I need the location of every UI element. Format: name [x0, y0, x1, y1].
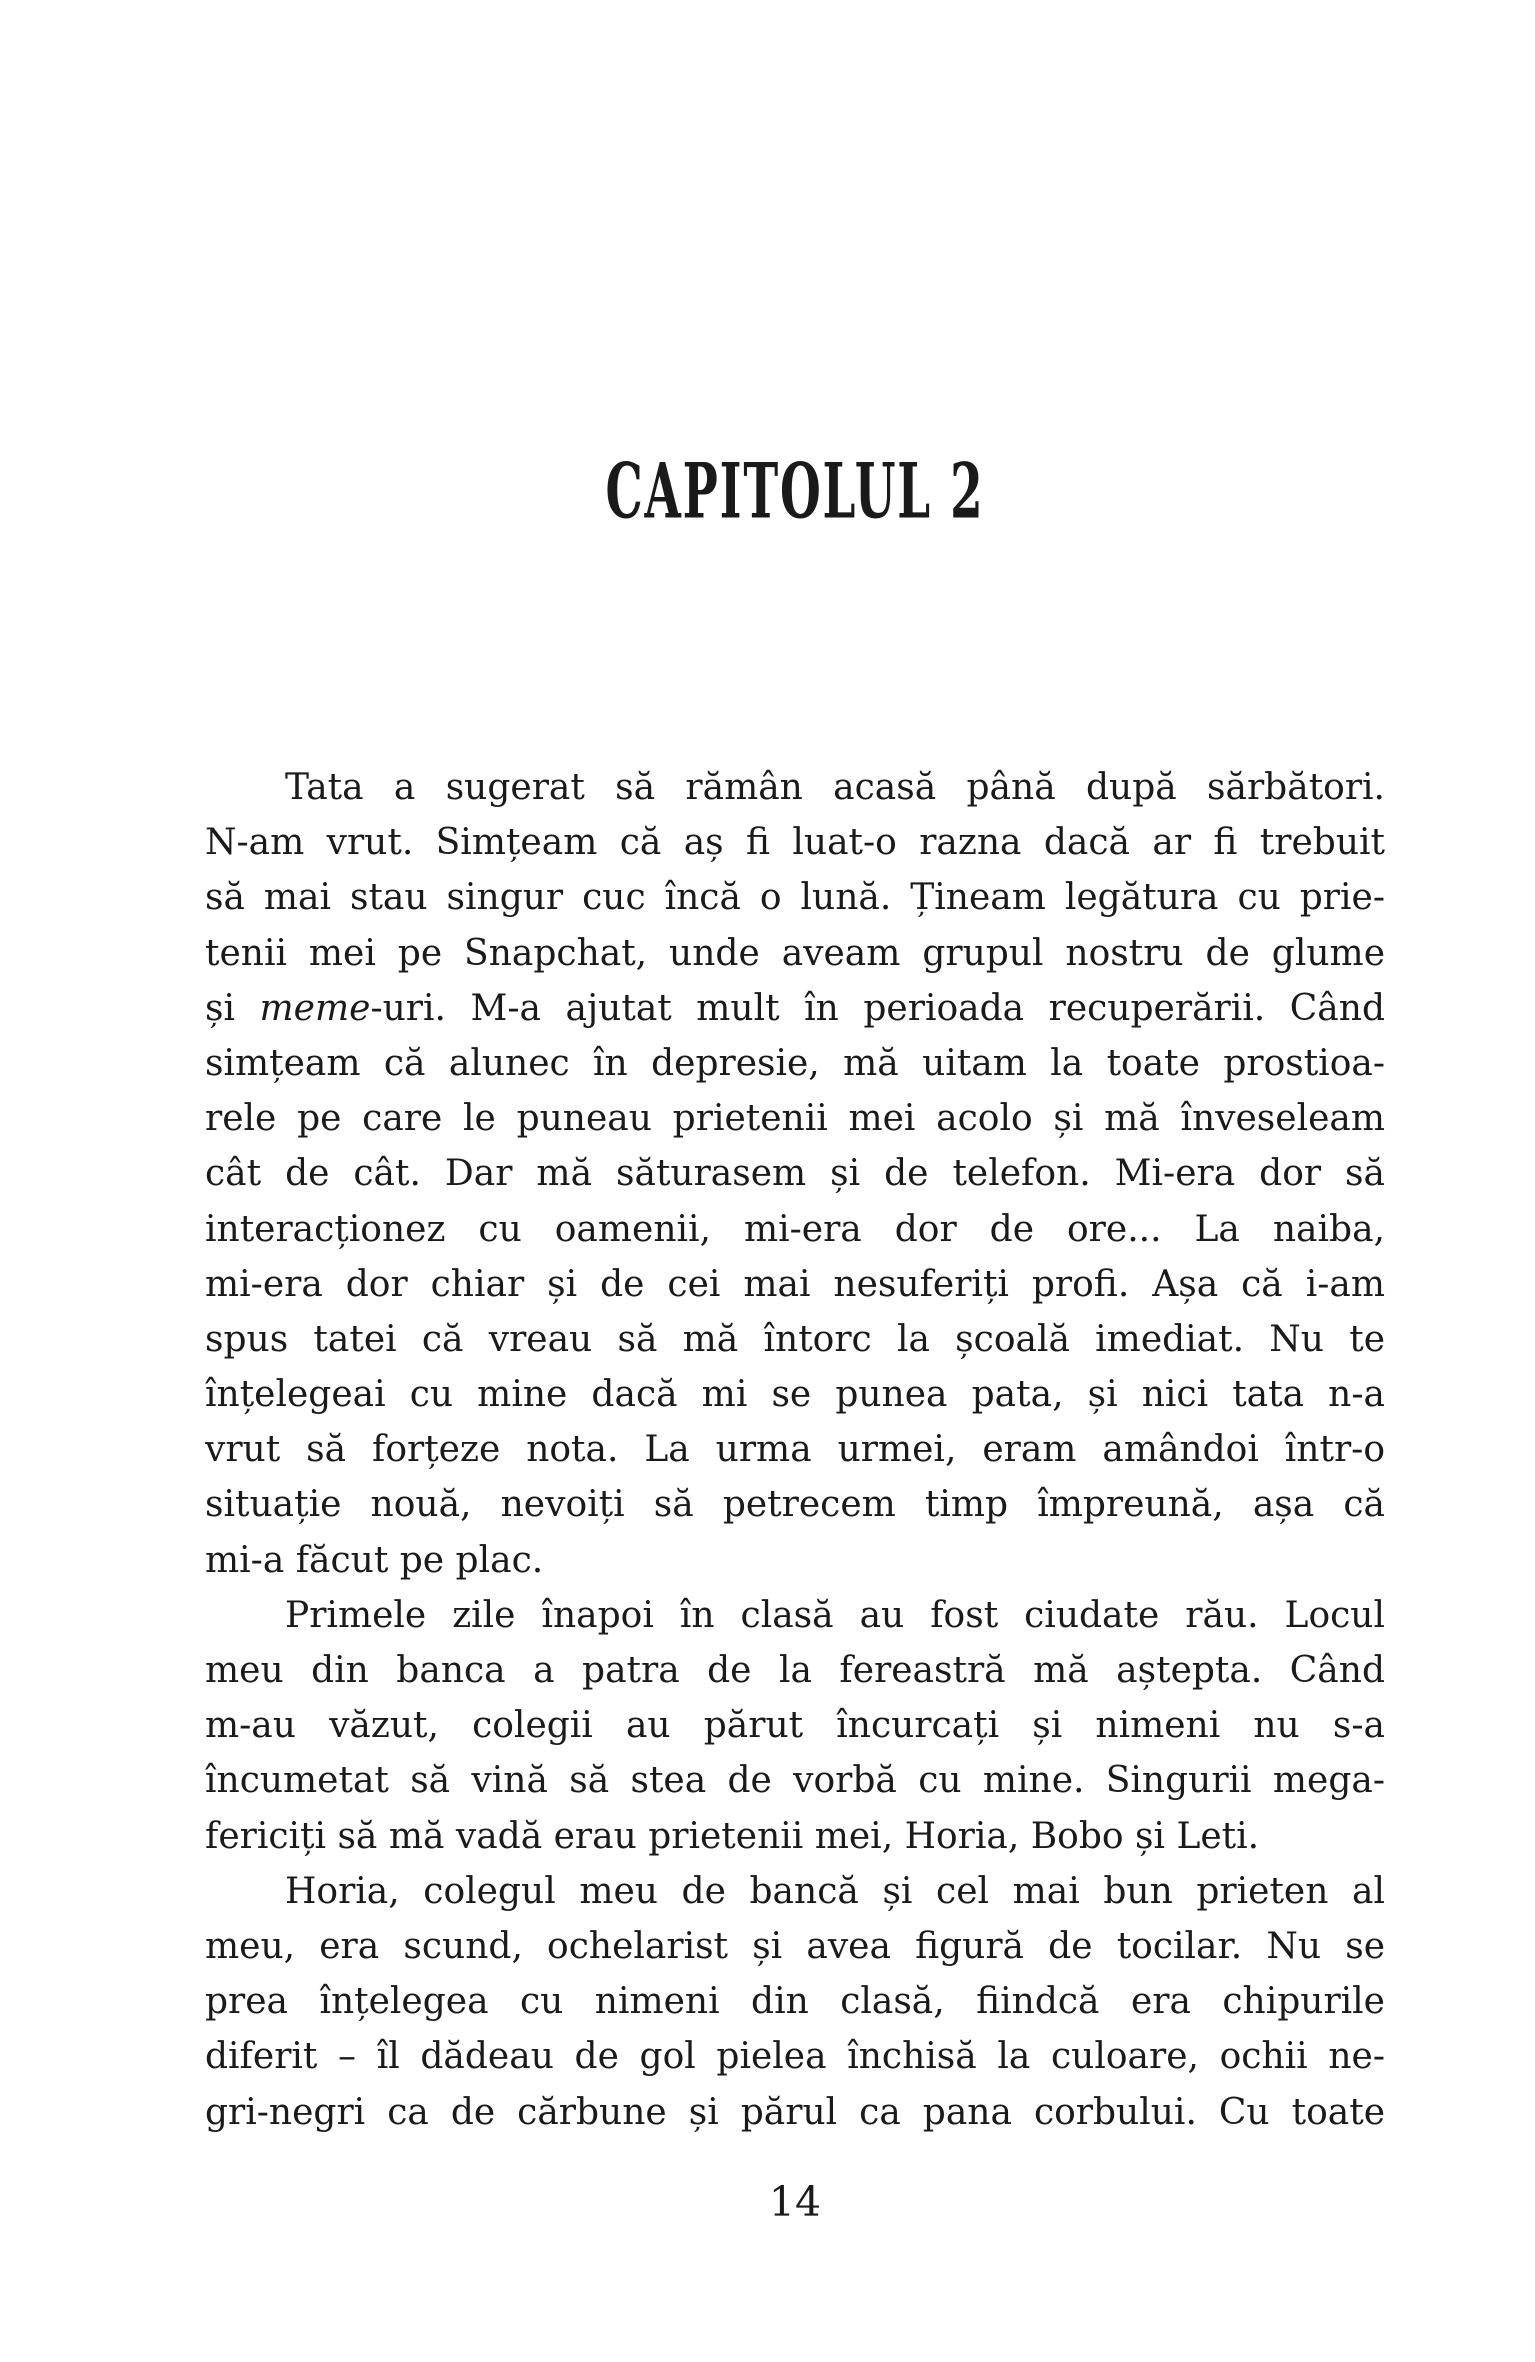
- text-segment: vrut să forțeze nota. La urma urmei, eram amândoi într-o: [205, 1429, 1385, 1471]
- text-segment: încumetat să vină să stea de vorbă cu mine. Singurii mega-: [205, 1760, 1385, 1802]
- text-line: [205, 1919, 1385, 1974]
- text-line: [205, 870, 1385, 925]
- text-segment: tenii mei pe Snapchat, unde aveam grupul nostru de glume: [205, 932, 1385, 974]
- text-line: [205, 1588, 1385, 1643]
- page-number: 14: [768, 2178, 822, 2226]
- text-line: [205, 1809, 1385, 1864]
- text-segment: fericiți să mă vadă erau prietenii mei, Horia, Bobo și Leti.: [205, 1815, 1260, 1857]
- text-line: [205, 1312, 1385, 1367]
- text-line: [205, 1146, 1385, 1201]
- text-line: [205, 1864, 1385, 1919]
- text-segment: spus tatei că vreau să mă întorc la școală imediat. Nu te: [205, 1318, 1385, 1360]
- text-segment: m-au văzut, colegii au părut încurcați și nimeni nu s-a: [205, 1705, 1385, 1747]
- text-line: [205, 1367, 1385, 1422]
- text-line: [205, 1036, 1385, 1091]
- text-segment: meu din banca a patra de la fereastră mă aștepta. Când: [205, 1650, 1385, 1691]
- text-segment: să mai stau singur cuc încă o lună. Țineam legătura cu prie-: [205, 877, 1385, 919]
- text-line: [205, 1422, 1385, 1477]
- paragraph: [205, 1588, 1385, 1864]
- text-line: [205, 1257, 1385, 1312]
- text-segment: Tata a sugerat să rămân acasă până după sărbători.: [285, 767, 1385, 808]
- text-segment: mi-a făcut pe plac.: [205, 1539, 544, 1581]
- paragraph: [205, 760, 1385, 1588]
- text-segment: înțelegeai cu mine dacă mi se punea pata, și nici tata n-a: [205, 1374, 1385, 1416]
- text-line: [205, 1974, 1385, 2029]
- text-segment: situație nouă, nevoiți să petrecem timp împreună, așa că: [205, 1484, 1385, 1526]
- text-line: [205, 1698, 1385, 1753]
- text-line: [205, 760, 1385, 815]
- text-segment: rele pe care le puneau prietenii mei acolo și mă înveseleam: [205, 1098, 1385, 1140]
- text-line: [205, 981, 1385, 1036]
- text-line: [205, 1091, 1385, 1146]
- text-line: [205, 1477, 1385, 1532]
- italic-text-segment: meme: [259, 987, 371, 1029]
- text-segment: N-am vrut. Simțeam că aș fi luat-o razna dacă ar fi trebuit: [205, 822, 1385, 864]
- text-line: [205, 815, 1385, 870]
- text-segment: interacționez cu oamenii, mi-era dor de ore... La naiba,: [205, 1208, 1385, 1250]
- text-line: [205, 2085, 1385, 2140]
- text-line: [205, 1753, 1385, 1808]
- text-line: [205, 2029, 1385, 2084]
- text-block: [205, 760, 1385, 2140]
- text-segment: simțeam că alunec în depresie, mă uitam la toate prostioa-: [205, 1042, 1385, 1084]
- text-segment: și: [205, 987, 260, 1029]
- text-segment: prea înțelegea cu nimeni din clasă, fiindcă era chipurile: [205, 1981, 1385, 2023]
- text-segment: meu, era scund, ochelarist și avea figură de tocilar. Nu se: [205, 1925, 1385, 1967]
- paragraph: [205, 1864, 1385, 2140]
- text-segment: mi-era dor chiar și de cei mai nesuferiți profi. Așa că i-am: [205, 1263, 1385, 1305]
- text-segment: -uri. M-a ajutat mult în perioada recuperării. Când: [370, 987, 1385, 1029]
- text-segment: Primele zile înapoi în clasă au fost ciudate rău. Locul: [285, 1594, 1385, 1636]
- text-line: [205, 926, 1385, 981]
- text-segment: cât de cât. Dar mă săturasem și de telefon. Mi-era dor să: [205, 1153, 1385, 1195]
- text-line: [205, 1643, 1385, 1698]
- text-segment: diferit – îl dădeau de gol pielea închisă la culoare, ochii ne-: [205, 2036, 1385, 2078]
- text-segment: gri-negri ca de cărbune și părul ca pana corbului. Cu toate: [205, 2091, 1385, 2133]
- text-segment: Horia, colegul meu de bancă și cel mai bun prieten al: [285, 1870, 1385, 1912]
- text-line: [205, 1202, 1385, 1257]
- chapter-title: CAPITOLUL 2: [605, 448, 985, 537]
- text-line: [205, 1533, 1385, 1588]
